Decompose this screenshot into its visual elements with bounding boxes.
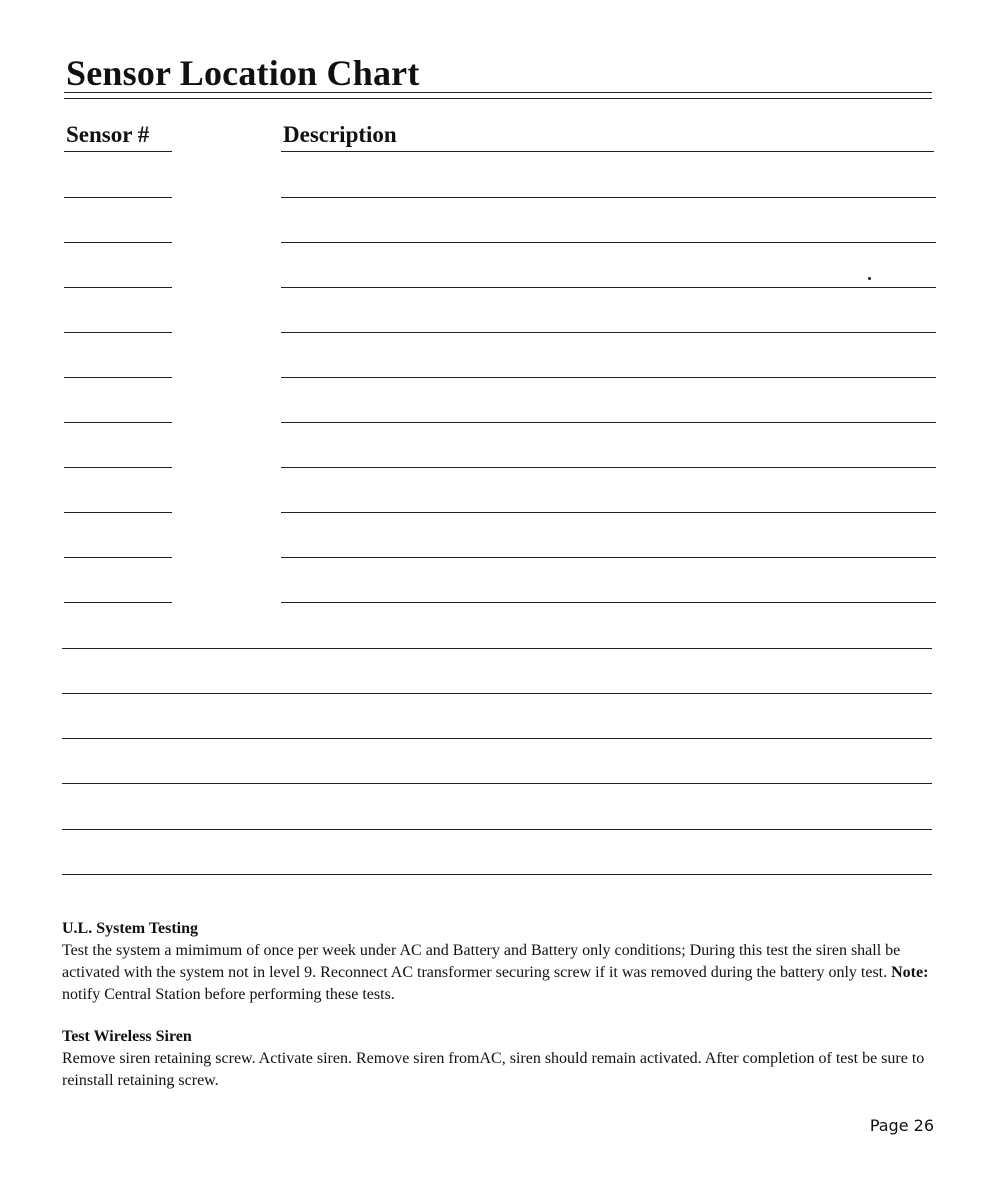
title-rule	[64, 92, 932, 93]
note-label: Note:	[891, 964, 929, 981]
sensor-number-blank[interactable]	[64, 602, 172, 603]
sensor-number-blank[interactable]	[64, 242, 172, 243]
page-number: Page 26	[869, 1116, 934, 1135]
scan-speck	[868, 277, 871, 280]
page-title: Sensor Location Chart	[66, 53, 420, 93]
full-width-blank[interactable]	[62, 874, 932, 875]
description-blank[interactable]	[281, 242, 936, 243]
description-header-underline	[281, 151, 934, 152]
sensor-number-blank[interactable]	[64, 512, 172, 513]
full-width-blank[interactable]	[62, 783, 932, 784]
description-blank[interactable]	[281, 467, 936, 468]
full-width-blank[interactable]	[62, 693, 932, 694]
sensor-number-blank[interactable]	[64, 287, 172, 288]
description-blank[interactable]	[281, 557, 936, 558]
sensor-number-blank[interactable]	[64, 197, 172, 198]
description-blank[interactable]	[281, 602, 936, 603]
description-blank[interactable]	[281, 377, 936, 378]
description-blank[interactable]	[281, 422, 936, 423]
ul-testing-note-text: notify Central Station before performing these tests.	[62, 986, 395, 1003]
sensor-header-underline	[64, 151, 172, 152]
sensor-number-blank[interactable]	[64, 332, 172, 333]
description-column-header: Description	[283, 122, 397, 147]
description-blank[interactable]	[281, 512, 936, 513]
title-rule	[64, 98, 932, 99]
sensor-column-header: Sensor #	[66, 122, 150, 147]
test-wireless-siren-section	[62, 1026, 932, 1092]
full-width-blank[interactable]	[62, 648, 932, 649]
description-blank[interactable]	[281, 332, 936, 333]
ul-testing-body: Test the system a mimimum of once per week under AC and Battery and Battery only conditions; During this test the siren shall be activated with the system not in level 9. Reconnect AC transformer securing screw if it was removed during the battery only test.	[62, 942, 901, 981]
sensor-number-blank[interactable]	[64, 377, 172, 378]
description-blank[interactable]	[281, 287, 936, 288]
ul-system-testing-section	[62, 918, 932, 1006]
test-wireless-siren-text: Remove siren retaining screw. Activate siren. Remove siren fromAC, siren should remain activated. After completion of test be sure to reinstall retaining screw.	[62, 1050, 925, 1089]
full-width-blank[interactable]	[62, 738, 932, 739]
sensor-number-blank[interactable]	[64, 422, 172, 423]
test-wireless-siren-heading: Test Wireless Siren	[62, 1028, 192, 1045]
description-blank[interactable]	[281, 197, 936, 198]
ul-system-testing-text	[62, 940, 932, 1006]
full-width-blank[interactable]	[62, 829, 932, 830]
sensor-number-blank[interactable]	[64, 467, 172, 468]
sensor-number-blank[interactable]	[64, 557, 172, 558]
ul-system-testing-heading: U.L. System Testing	[62, 920, 199, 937]
